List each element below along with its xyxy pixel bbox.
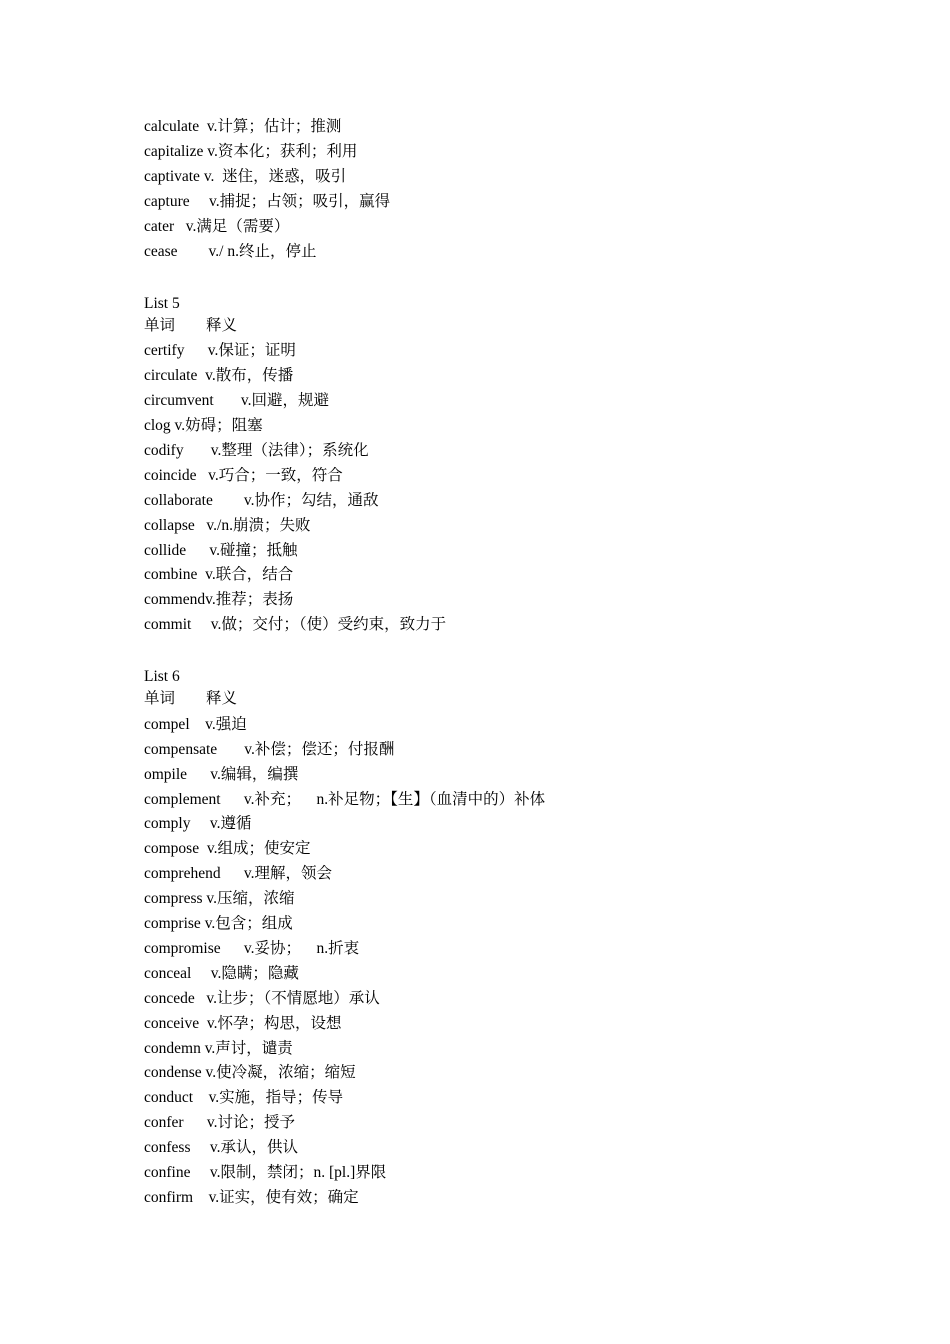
entry-comply: comply v.遵循 xyxy=(144,815,252,832)
entry-confirm: confirm v.证实，使有效；确定 xyxy=(144,1189,359,1206)
entry-compensate: compensate v.补偿；偿还；付报酬 xyxy=(144,741,395,758)
entry-comprehend: comprehend v.理解，领会 xyxy=(144,865,332,882)
entry-ompile: ompile v.编辑，编撰 xyxy=(144,766,299,783)
entry-captivate: captivate v. 迷住，迷惑，吸引 xyxy=(144,168,347,185)
entry-codify: codify v.整理（法律）；系统化 xyxy=(144,442,369,459)
entry-coincide: coincide v.巧合；一致，符合 xyxy=(144,467,343,484)
entry-commend: commendv.推荐；表扬 xyxy=(144,591,294,608)
entry-compress: compress v.压缩，浓缩 xyxy=(144,890,295,907)
entry-condemn: condemn v.声讨，谴责 xyxy=(144,1040,293,1057)
entry-commit: commit v.做；交付；（使）受约束，致力于 xyxy=(144,616,447,633)
entry-complement: complement v.补充； n.补足物；【生】（血清中的）补体 xyxy=(144,791,546,808)
entry-combine: combine v.联合，结合 xyxy=(144,566,294,583)
entry-conduct: conduct v.实施，指导；传导 xyxy=(144,1089,344,1106)
list-5-heading: List 5 xyxy=(144,295,180,312)
entry-cease: cease v./ n.终止，停止 xyxy=(144,243,317,260)
entry-compromise: compromise v.妥协； n.折衷 xyxy=(144,940,360,957)
entry-conceal: conceal v.隐瞒；隐藏 xyxy=(144,965,299,982)
list-6-heading: List 6 xyxy=(144,668,180,685)
entry-calculate: calculate v.计算；估计；推测 xyxy=(144,118,342,135)
entry-compel: compel v.强迫 xyxy=(144,716,247,733)
entry-certify: certify v.保证；证明 xyxy=(144,342,296,359)
entry-conceive: conceive v.怀孕；构思，设想 xyxy=(144,1015,342,1032)
entry-compose: compose v.组成；使安定 xyxy=(144,840,311,857)
entry-condense: condense v.使冷凝，浓缩；缩短 xyxy=(144,1064,356,1081)
list-5-column-header: 单词 释义 xyxy=(144,317,238,334)
entry-clog: clog v.妨碍；阻塞 xyxy=(144,417,263,434)
entry-confer: confer v.讨论；授予 xyxy=(144,1114,295,1131)
entry-confess: confess v.承认，供认 xyxy=(144,1139,298,1156)
entry-cater: cater v.满足（需要） xyxy=(144,218,290,235)
entry-collapse: collapse v./n.崩溃；失败 xyxy=(144,517,311,534)
entry-circumvent: circumvent v.回避，规避 xyxy=(144,392,329,409)
entry-collaborate: collaborate v.协作；勾结，通敌 xyxy=(144,492,379,509)
entry-confine: confine v.限制，禁闭；n. [pl.]界限 xyxy=(144,1164,387,1181)
list-6-column-header: 单词 释义 xyxy=(144,690,238,707)
entry-circulate: circulate v.散布，传播 xyxy=(144,367,294,384)
entry-comprise: comprise v.包含；组成 xyxy=(144,915,293,932)
entry-concede: concede v.让步；（不情愿地）承认 xyxy=(144,990,380,1007)
entry-capitalize: capitalize v.资本化；获利；利用 xyxy=(144,143,358,160)
entry-collide: collide v.碰撞；抵触 xyxy=(144,542,298,559)
entry-capture: capture v.捕捉；占领；吸引，赢得 xyxy=(144,193,391,210)
